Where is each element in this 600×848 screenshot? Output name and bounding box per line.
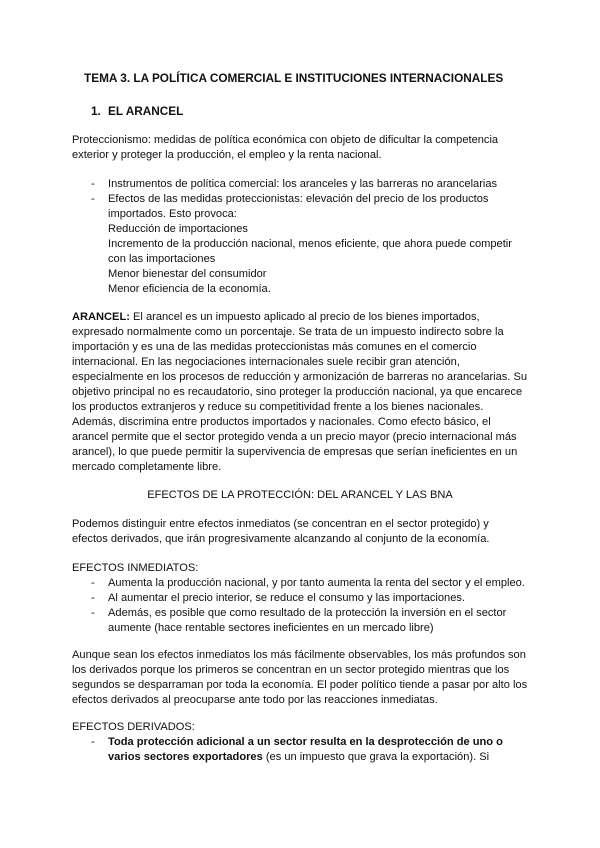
list-item-line: Menor eficiencia de la economía. xyxy=(108,283,271,295)
section-heading: EL ARANCEL xyxy=(108,104,184,118)
paragraph-line: especialmente en los procesos de reducción y armonización de barreras no arancelarias. Su xyxy=(72,371,528,383)
paragraph-line: Además, discrimina entre productos importados y nacionales. Como efecto básico, el xyxy=(72,416,491,428)
paragraph-line: importación y es una de las medidas proteccionistas más comunes en el comercio xyxy=(72,341,477,353)
bullet-dash: - xyxy=(91,178,95,190)
arancel-first-line xyxy=(72,310,480,325)
paragraph-line: arancel permite que el sector protegido venda a un precio mayor (precio internacional más xyxy=(72,431,517,443)
paragraph-line: efectos derivados, que irán progresivamente alcanzando al conjunto de la economía. xyxy=(72,533,490,545)
arancel-first-line-text: El arancel es un impuesto aplicado al precio de los bienes importados, xyxy=(129,311,480,323)
paragraph-line: exterior y proteger la producción, el empleo y la renta nacional. xyxy=(72,149,382,161)
paragraph-line: internacional. En las negociaciones internacionales suele recibir gran atención, xyxy=(72,356,460,368)
arancel-label: ARANCEL: xyxy=(72,311,130,323)
paragraph-line: expresado normalmente como un porcentaje. Se trata de un impuesto indirecto sobre la xyxy=(72,326,504,338)
document-title: TEMA 3. LA POLÍTICA COMERCIAL E INSTITUCIONES INTERNACIONALES xyxy=(84,71,504,85)
paragraph-line: arancel), lo que puede permitir la supervivencia de empresas que serían ineficientes en un xyxy=(72,446,518,458)
list-item-line: aumente (hace rentable sectores ineficientes en un mercado libre) xyxy=(108,622,434,634)
bullet-dash: - xyxy=(91,736,95,748)
list-item-line: importados. Esto provoca: xyxy=(108,208,237,220)
list-item: Aumenta la producción nacional, y por tanto aumenta la renta del sector y el empleo. xyxy=(108,577,525,589)
bullet-dash: - xyxy=(91,607,95,619)
list-item-text: (es un impuesto que grava la exportación). Si xyxy=(262,751,490,763)
list-item: Efectos de las medidas proteccionistas: elevación del precio de los productos xyxy=(108,193,489,205)
paragraph-line: Aunque sean los efectos inmediatos los más fácilmente observables, los más profundos son xyxy=(72,649,526,661)
emphasis-text: varios sectores exportadores xyxy=(108,751,263,763)
list-item: Instrumentos de política comercial: los aranceles y las barreras no arancelarias xyxy=(108,178,498,190)
bullet-dash: - xyxy=(91,193,95,205)
bullet-dash: - xyxy=(91,592,95,604)
list-item: Además, es posible que como resultado de la protección la inversión en el sector xyxy=(108,607,507,619)
list-heading: EFECTOS INMEDIATOS: xyxy=(72,562,199,574)
list-item: Toda protección adicional a un sector resulta en la desprotección de uno o xyxy=(108,736,503,748)
paragraph-line: los derivados porque los primeros se concentran en un sector protegido mientras que los xyxy=(72,664,510,676)
list-item-line: Reducción de importaciones xyxy=(108,223,248,235)
paragraph-line: objetivo principal no es recaudatorio, sino proteger la producción nacional, ya que encarece xyxy=(72,386,523,398)
list-item-line: con las importaciones xyxy=(108,253,216,265)
paragraph-line: segundos se desparraman por toda la economía. El poder político tiende a pasar por alto los xyxy=(72,679,528,691)
bullet-dash: - xyxy=(91,577,95,589)
list-heading: EFECTOS DERIVADOS: xyxy=(72,721,195,733)
paragraph-line: mercado completamente libre. xyxy=(72,461,222,473)
list-item-line: Incremento de la producción nacional, menos eficiente, que ahora puede competir xyxy=(108,238,512,250)
paragraph-line: Proteccionismo: medidas de política económica con objeto de dificultar la competencia xyxy=(72,134,499,146)
section-subheading: EFECTOS DE LA PROTECCIÓN: DEL ARANCEL Y LAS BNA xyxy=(147,489,453,501)
paragraph-line: efectos derivados al preocuparse ante todo por las reacciones inmediatas. xyxy=(72,694,438,706)
list-item-line: Menor bienestar del consumidor xyxy=(108,268,267,280)
list-item-line xyxy=(108,750,489,765)
list-item: Al aumentar el precio interior, se reduce el consumo y las importaciones. xyxy=(108,592,466,604)
paragraph-line: los productos extranjeros y reduce su competitividad frente a los bienes nacionales. xyxy=(72,401,484,413)
paragraph-line: Podemos distinguir entre efectos inmediatos (se concentran en el sector protegido) y xyxy=(72,518,489,530)
section-number: 1. xyxy=(91,104,101,118)
